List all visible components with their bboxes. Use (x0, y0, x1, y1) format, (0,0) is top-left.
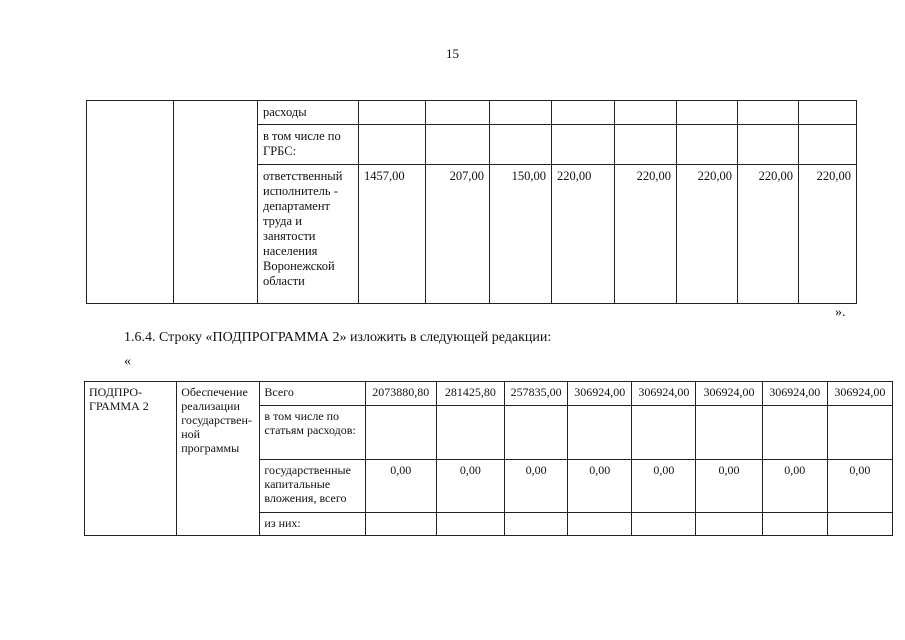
subprogram-2-table (84, 381, 893, 536)
value-cell: 0,00 (365, 460, 436, 513)
value-cell: 0,00 (827, 460, 892, 513)
value-cell (505, 406, 568, 460)
value-cell (827, 406, 892, 460)
row-label: в том числе по ГРБС: (258, 125, 359, 165)
value-cell: 0,00 (696, 460, 762, 513)
empty-cell (174, 101, 258, 304)
value-cell (436, 406, 504, 460)
value-cell (762, 406, 827, 460)
value-cell (490, 125, 552, 165)
value-cell (490, 101, 552, 125)
value-cell: 0,00 (632, 460, 696, 513)
value-cell (632, 406, 696, 460)
value-cell (505, 513, 568, 536)
row-label: из них: (260, 513, 365, 536)
value-cell: 207,00 (426, 165, 490, 304)
row-label: расходы (258, 101, 359, 125)
value-cell: 1457,00 (359, 165, 426, 304)
amendment-paragraph: 1.6.4. Строку «ПОДПРОГРАММА 2» изложить в следующей редакции: (124, 330, 552, 345)
value-cell (359, 125, 426, 165)
value-cell: 220,00 (552, 165, 615, 304)
opening-quote: « (124, 354, 131, 369)
value-cell (799, 101, 857, 125)
value-cell: 0,00 (436, 460, 504, 513)
value-cell: 220,00 (677, 165, 738, 304)
value-cell (568, 513, 632, 536)
page-number: 15 (446, 46, 459, 61)
value-cell: 306924,00 (696, 382, 762, 406)
value-cell: 306924,00 (568, 382, 632, 406)
value-cell (762, 513, 827, 536)
value-cell: 2073880,80 (365, 382, 436, 406)
value-cell: 0,00 (762, 460, 827, 513)
value-cell: 150,00 (490, 165, 552, 304)
value-cell: 0,00 (505, 460, 568, 513)
value-cell: 257835,00 (505, 382, 568, 406)
value-cell (552, 125, 615, 165)
value-cell (632, 513, 696, 536)
table-row (87, 101, 857, 125)
value-cell (359, 101, 426, 125)
table-row (85, 382, 893, 406)
row-label: государственные капитальные вложения, всего (260, 460, 365, 513)
subprogram-description: Обеспечение реализации государствен-ной программы (177, 382, 260, 536)
value-cell (426, 101, 490, 125)
closing-quote: ». (835, 305, 846, 320)
value-cell: 306924,00 (827, 382, 892, 406)
value-cell (696, 513, 762, 536)
value-cell (677, 125, 738, 165)
empty-cell (87, 101, 174, 304)
value-cell (568, 406, 632, 460)
subprogram-title: ПОДПРО-ГРАММА 2 (85, 382, 177, 536)
value-cell (365, 513, 436, 536)
value-cell: 220,00 (615, 165, 677, 304)
value-cell: 0,00 (568, 460, 632, 513)
value-cell (696, 406, 762, 460)
value-cell (799, 125, 857, 165)
value-cell (365, 406, 436, 460)
value-cell (827, 513, 892, 536)
value-cell: 306924,00 (632, 382, 696, 406)
value-cell (738, 101, 799, 125)
row-label: ответственный исполнитель - департамент труда и занятости населения Воронежской области (258, 165, 359, 304)
value-cell (552, 101, 615, 125)
value-cell (615, 101, 677, 125)
value-cell (615, 125, 677, 165)
row-label: в том числе по статьям расходов: (260, 406, 365, 460)
value-cell (677, 101, 738, 125)
value-cell: 220,00 (799, 165, 857, 304)
value-cell: 306924,00 (762, 382, 827, 406)
value-cell: 281425,80 (436, 382, 504, 406)
value-cell (436, 513, 504, 536)
value-cell: 220,00 (738, 165, 799, 304)
row-label: Всего (260, 382, 365, 406)
budget-table-continuation (86, 100, 857, 304)
value-cell (738, 125, 799, 165)
value-cell (426, 125, 490, 165)
